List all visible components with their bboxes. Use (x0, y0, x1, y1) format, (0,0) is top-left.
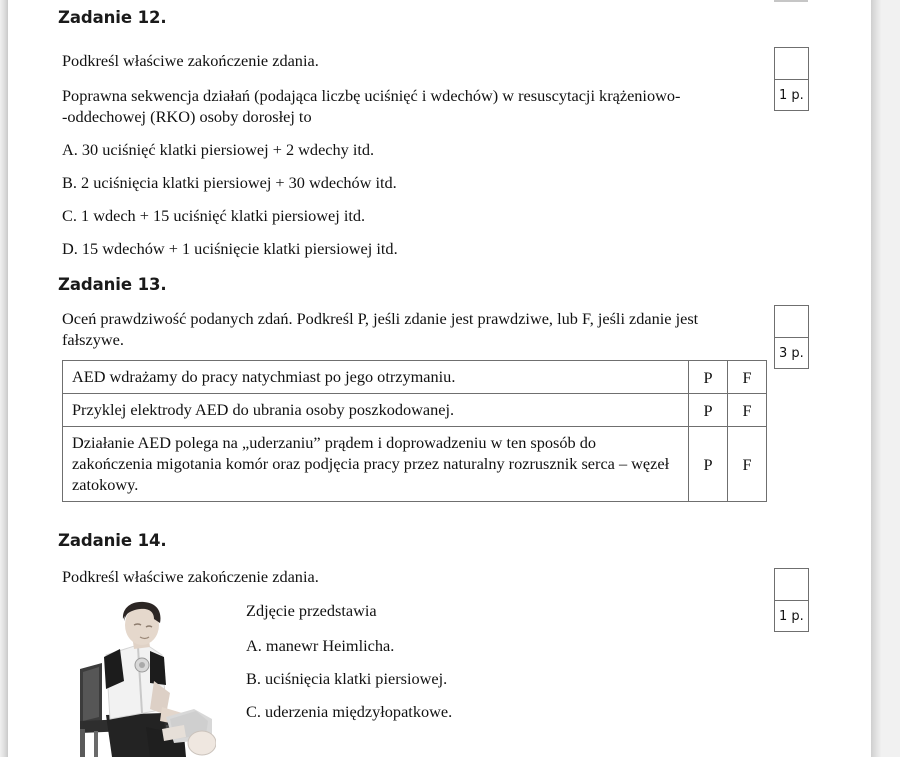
task-14-heading: Zadanie 14. (58, 531, 167, 550)
task-12-stem-line-2: -oddechowej (RKO) osoby dorosłej to (62, 107, 312, 126)
page-background-right (881, 0, 900, 757)
task-12-stem-line-1: Poprawna sekwencja działań (podająca liczbę uciśnięć i wdechów) w resuscytacji krążeniowo- (62, 86, 681, 105)
task-12-points-box[interactable] (774, 47, 809, 111)
task-12-score-entry-cell[interactable] (775, 48, 808, 80)
task-14-photo (66, 597, 216, 757)
task-13-instruction-line-1: Oceń prawdziwość podanych zdań. Podkreśl P, jeśli zdanie jest prawdziwe, lub F, jeśli zdanie jest (62, 309, 699, 328)
task-13-heading: Zadanie 13. (58, 275, 167, 294)
task-14-score-entry-cell[interactable] (775, 569, 808, 601)
table-row (63, 361, 767, 394)
task-14-instruction: Podkreśl właściwe zakończenie zdania. (62, 567, 319, 586)
task-13-row-1-true-option[interactable]: P (689, 361, 728, 394)
task-13-statement-2: Przyklej elektrody AED do ubrania osoby poszkodowanej. (63, 394, 689, 427)
task-13-points-box[interactable] (774, 305, 809, 369)
task-13-row-2-true-option[interactable]: P (689, 394, 728, 427)
task-13-statement-3: Działanie AED polega na „uderzaniu” prądem i doprowadzeniu w ten sposób do zakończenia migotania komór oraz podjęcia pracy przez naturalny rozrusznik serca – węzeł zatokowy. (63, 427, 689, 502)
page-edge-right (871, 0, 881, 757)
task-14-points-box[interactable] (774, 568, 809, 632)
task-12-instruction: Podkreśl właściwe zakończenie zdania. (62, 51, 319, 70)
task-13-points-label: 3 p. (779, 345, 804, 361)
task-13-row-3-false-option[interactable]: F (728, 427, 767, 502)
task-13-row-2-false-option[interactable]: F (728, 394, 767, 427)
previous-points-box-edge (774, 0, 808, 2)
task-12-option-b[interactable]: B. 2 uciśnięcia klatki piersiowej + 30 wdechów itd. (62, 173, 397, 192)
task-14-points-label: 1 p. (779, 608, 804, 624)
task-13-statement-1: AED wdrażamy do pracy natychmiast po jego otrzymaniu. (63, 361, 689, 394)
task-12-option-a[interactable]: A. 30 uciśnięć klatki piersiowej + 2 wdechy itd. (62, 140, 375, 159)
table-row (63, 394, 767, 427)
task-13-instruction-line-2: fałszywe. (62, 330, 124, 349)
document-page (8, 0, 871, 757)
task-14-stem: Zdjęcie przedstawia (246, 601, 377, 620)
task-13-true-false-table (62, 360, 767, 502)
task-14-option-a[interactable]: A. manewr Heimlicha. (246, 636, 395, 655)
task-12-points-label: 1 p. (779, 87, 804, 103)
table-row (63, 427, 767, 502)
page-edge-left (0, 0, 8, 757)
task-13-score-entry-cell[interactable] (775, 306, 808, 338)
task-12-option-c[interactable]: C. 1 wdech + 15 uciśnięć klatki piersiowej itd. (62, 206, 366, 225)
task-13-row-3-true-option[interactable]: P (689, 427, 728, 502)
task-14-option-b[interactable]: B. uciśnięcia klatki piersiowej. (246, 669, 448, 688)
task-14-option-c[interactable]: C. uderzenia międzyłopatkowe. (246, 702, 453, 721)
task-13-row-1-false-option[interactable]: F (728, 361, 767, 394)
task-12-heading: Zadanie 12. (58, 8, 167, 27)
task-12-option-d[interactable]: D. 15 wdechów + 1 uciśnięcie klatki piersiowej itd. (62, 239, 398, 258)
